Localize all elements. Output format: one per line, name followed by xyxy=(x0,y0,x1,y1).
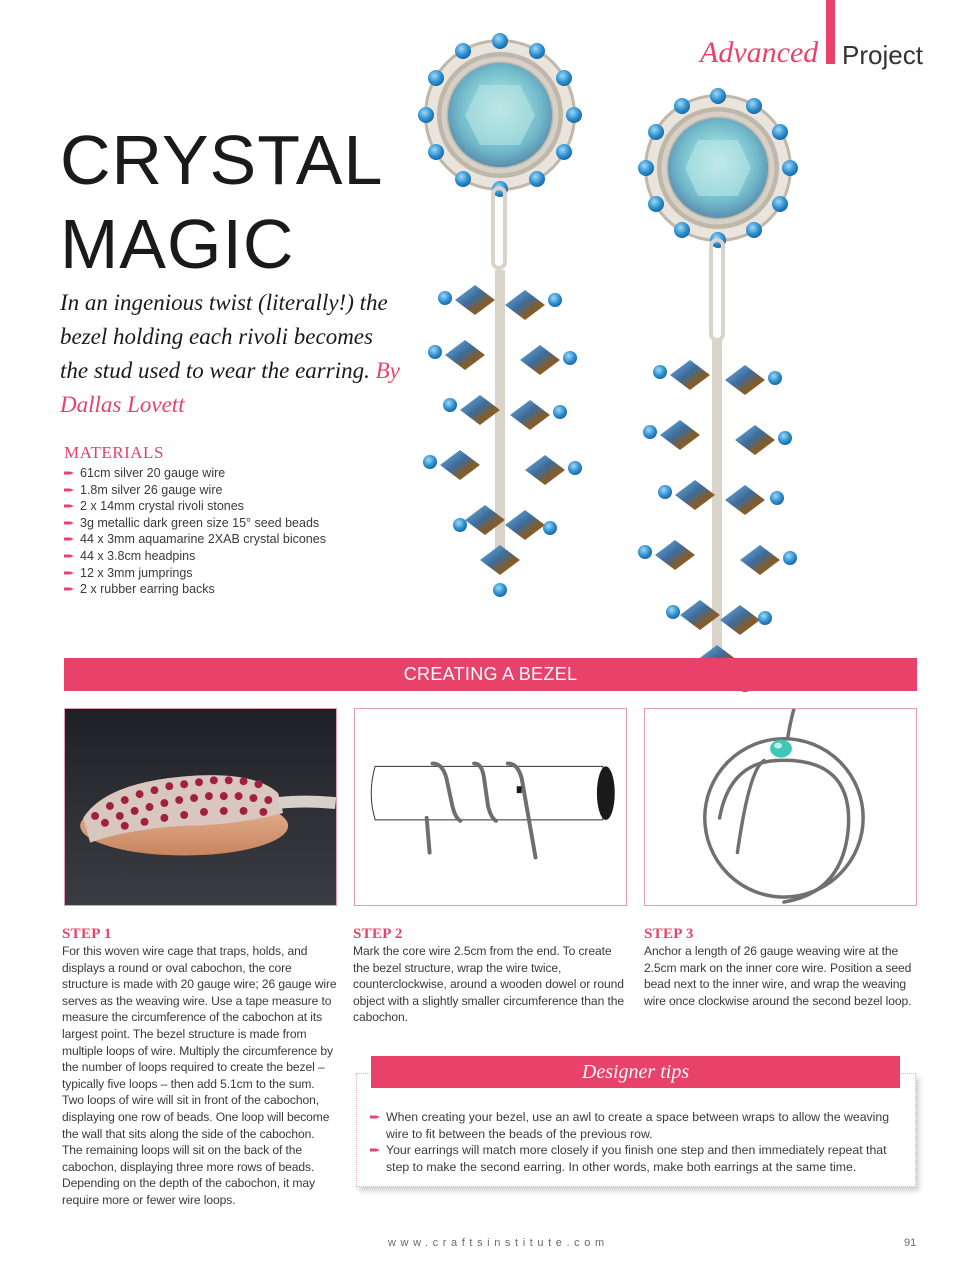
material-item: 1.8m silver 26 gauge wire xyxy=(64,482,384,499)
materials-heading: MATERIALS xyxy=(64,443,164,462)
step-2-image xyxy=(354,708,627,906)
tip-item: Your earrings will match more closely if you finish one step and then immediately repeat that step to make the second earring. In other words, make both earrings at the same time. xyxy=(370,1142,910,1175)
arrow-bullet-icon xyxy=(64,536,74,542)
standfirst-text: In an ingenious twist (literally!) the bezel holding each rivoli becomes the stud used to wear the earring. xyxy=(60,290,388,383)
earrings-photo xyxy=(405,0,955,700)
title-line-1: CRYSTAL xyxy=(60,121,384,199)
arrow-bullet-icon xyxy=(64,503,74,509)
footer-url[interactable]: www.craftsinstitute.com xyxy=(388,1237,609,1249)
byline: By Dallas Lovett xyxy=(60,358,400,417)
materials-list xyxy=(64,443,384,598)
title-line-2: MAGIC xyxy=(60,205,295,283)
beaded-earrings-photo-icon xyxy=(405,0,955,700)
step-3-heading: STEP 3 xyxy=(644,926,694,942)
material-item: 2 x rubber earring backs xyxy=(64,581,384,598)
step-2-heading: STEP 2 xyxy=(353,926,403,942)
arrow-bullet-icon xyxy=(64,586,74,592)
arrow-bullet-icon xyxy=(64,520,74,526)
step-1-text: For this woven wire cage that traps, holds, and displays a round or oval cabochon, the core structure is made with 20 gauge wire; 26 gauge wire serves as the weaving wire. Use a tape measure to measure the circumference of the cabochon at its largest point. The bezel structure is made from multiple loops of wire. Multiply the circumference by the number of loops required to create the bezel – typically five loops – then add 5.1cm to the sum. Two loops of wire will sit in front of the cabochon, displaying one row of beads. One loop will become the wall that sits along the side of the cabochon. The remaining loops will sit on the back of the cabochon, displaying three more rows of beads. Depending on the depth of the cabochon, it may require more or fewer wire loops. xyxy=(62,944,337,1207)
material-item: 44 x 3mm aquamarine 2XAB crystal bicones xyxy=(64,531,384,548)
section-banner: CREATING A BEZEL xyxy=(64,658,917,691)
standfirst xyxy=(60,286,400,422)
arrow-bullet-icon xyxy=(64,570,74,576)
designer-tips-title: Designer tips xyxy=(371,1056,900,1088)
arrow-bullet-icon xyxy=(64,487,74,493)
wire-loop-with-seed-bead-diagram-icon xyxy=(645,709,916,905)
page-title xyxy=(60,118,383,286)
step-3 xyxy=(644,925,920,1009)
designer-tips-list xyxy=(370,1109,910,1175)
woven-cabochon-photo-icon xyxy=(65,709,336,905)
step-1-heading: STEP 1 xyxy=(62,926,112,942)
difficulty-label: Advanced xyxy=(700,36,819,69)
material-item: 3g metallic dark green size 15° seed beads xyxy=(64,515,384,532)
material-item: 61cm silver 20 gauge wire xyxy=(64,465,384,482)
material-item: 2 x 14mm crystal rivoli stones xyxy=(64,498,384,515)
material-item: 12 x 3mm jumprings xyxy=(64,565,384,582)
arrow-bullet-icon xyxy=(64,470,74,476)
tip-item: When creating your bezel, use an awl to create a space between wraps to allow the weaving wire to fit between the beads of the previous row. xyxy=(370,1109,910,1142)
arrow-bullet-icon xyxy=(64,553,74,559)
arrow-bullet-icon xyxy=(370,1147,380,1153)
category-label: Project xyxy=(842,40,923,70)
step-3-image xyxy=(644,708,917,906)
step-2 xyxy=(353,925,629,1026)
step-1 xyxy=(62,925,338,1209)
material-item: 44 x 3.8cm headpins xyxy=(64,548,384,565)
step-2-text: Mark the core wire 2.5cm from the end. To create the bezel structure, wrap the wire twice, counterclockwise, around a wooden dowel or round object with a slightly smaller circumference than the cabochon. xyxy=(353,944,624,1025)
wire-wrapped-dowel-diagram-icon xyxy=(355,709,626,905)
page-number: 91 xyxy=(904,1237,917,1249)
step-1-image xyxy=(64,708,337,906)
step-3-text: Anchor a length of 26 gauge weaving wire at the 2.5cm mark on the inner core wire. Position a seed bead next to the inner wire, and wrap the weaving wire once clockwise around the second bezel loop. xyxy=(644,944,912,1008)
arrow-bullet-icon xyxy=(370,1114,380,1120)
